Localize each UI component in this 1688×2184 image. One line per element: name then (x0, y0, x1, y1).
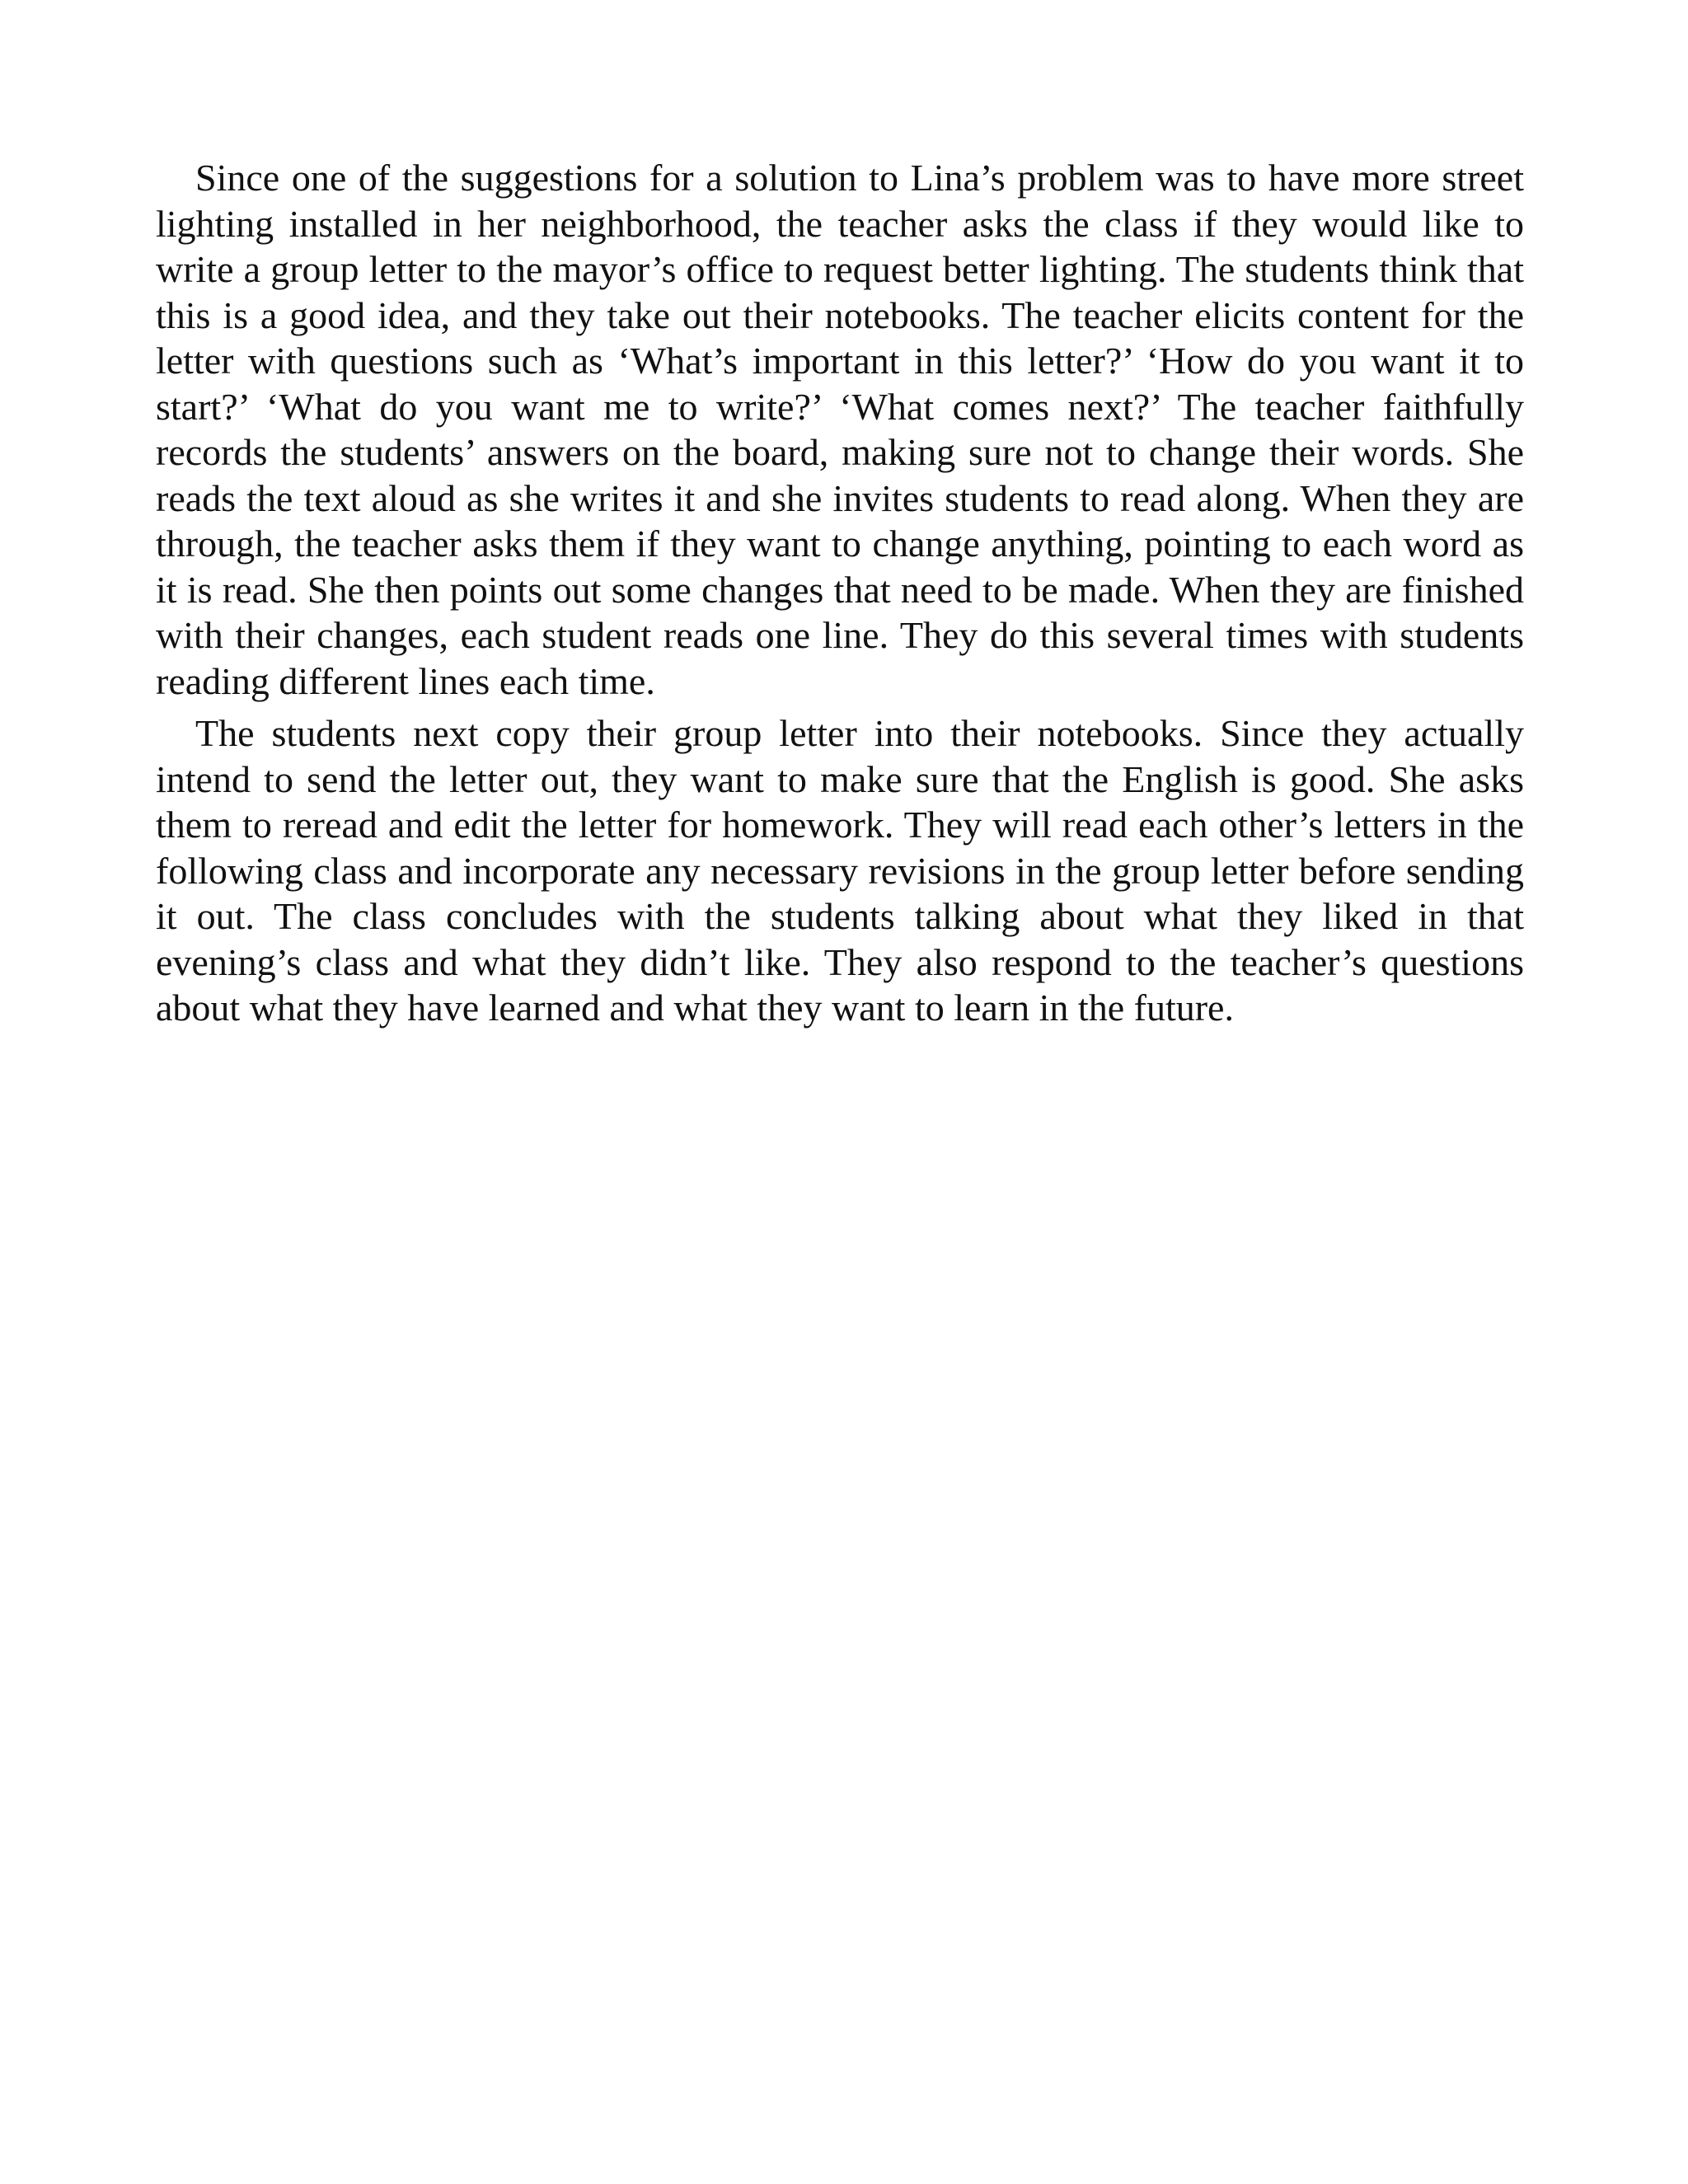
paragraph-1: Since one of the suggestions for a solution to Lina’s problem was to have more street lighting installed in her neighborhood, the teacher asks the class if they would like to write a group letter to the mayor’s office to request better lighting. The students think that this is a good idea, and they take out their notebooks. The teacher elicits content for the letter with questions such as ‘What’s important in this letter?’ ‘How do you want it to start?’ ‘What do you want me to write?’ ‘What comes next?’ The teacher faithfully records the students’ answers on the board, making sure not to change their words. She reads the text aloud as she writes it and she invites students to read along. When they are through, the teacher asks them if they want to change anything, pointing to each word as it is read. She then points out some changes that need to be made. When they are finished with their changes, each student reads one line. They do this several times with students reading different lines each time. (156, 157, 1524, 702)
body-text (156, 155, 1524, 1031)
paragraph-2: The students next copy their group letter into their notebooks. Since they actually intend to send the letter out, they want to make sure that the English is good. She asks them to reread and edit the letter for homework. They will read each other’s letters in the following class and incorporate any necessary revisions in the group letter before sending it out. The class concludes with the students talking about what they liked in that evening’s class and what they didn’t like. They also respond to the teacher’s questions about what they have learned and what they want to learn in the future. (156, 712, 1524, 1029)
